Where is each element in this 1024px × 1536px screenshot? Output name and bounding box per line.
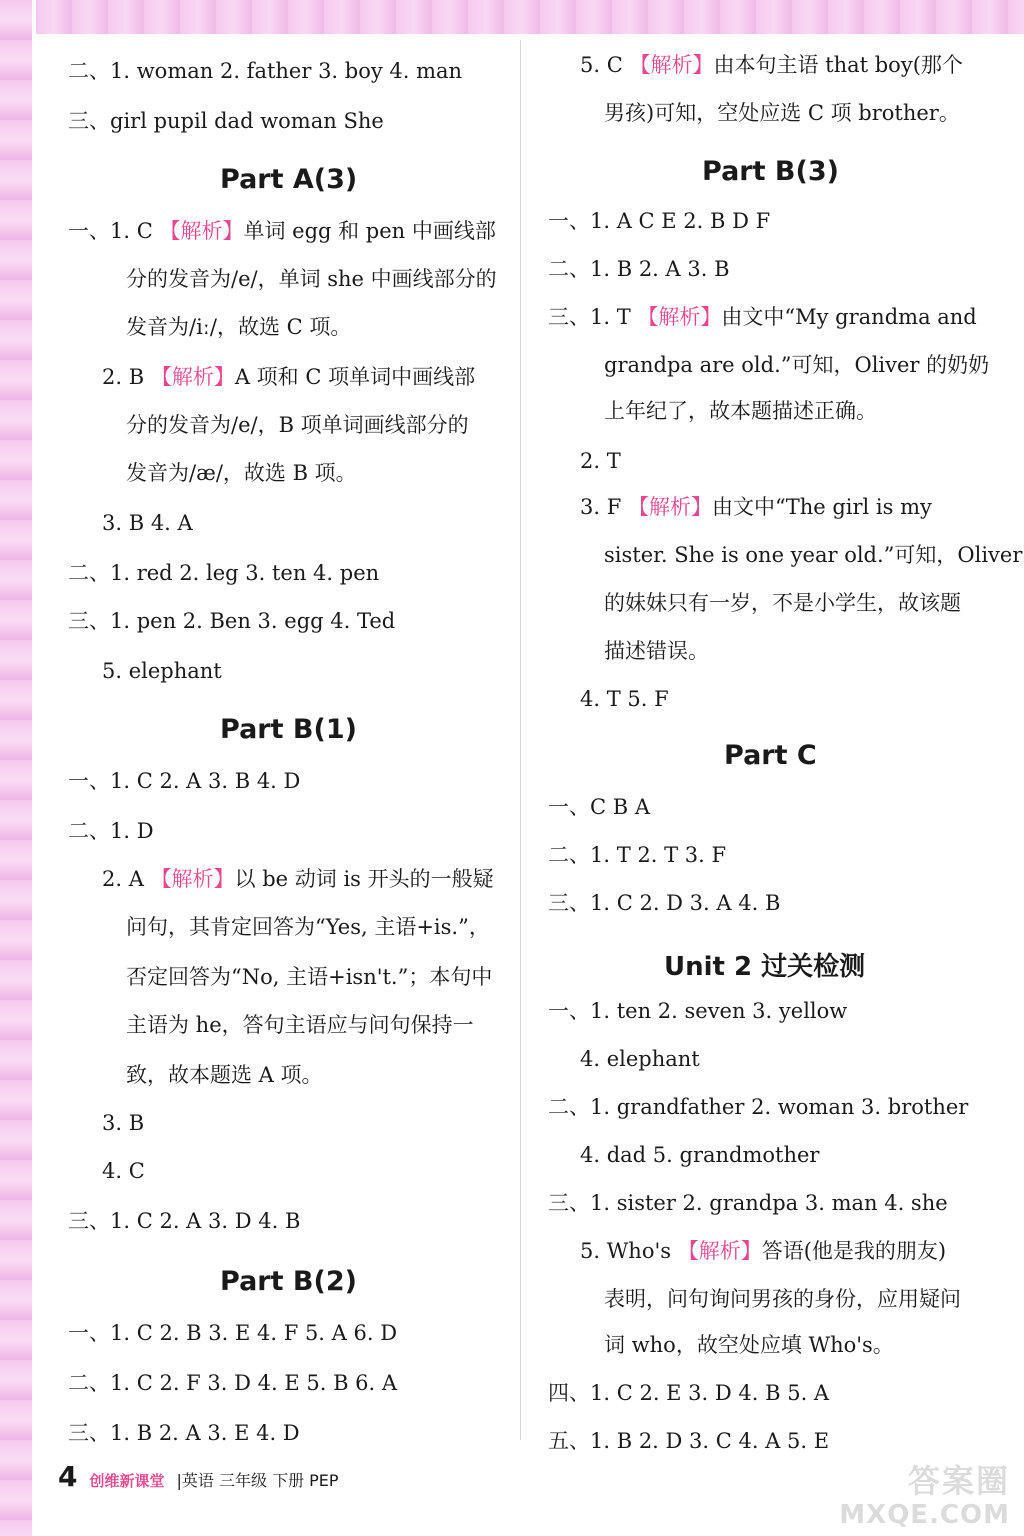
answer-line: 一、1. C 2. B 3. E 4. F 5. A 6. D	[68, 1321, 398, 1345]
answer-number: 5. Who's	[580, 1239, 678, 1263]
answer-line: 三、girl pupil dad woman She	[68, 109, 384, 133]
section-heading-unit2-test: Unit 2 过关检测	[664, 952, 866, 982]
answer-line: 5. elephant	[102, 659, 222, 683]
answer-number: 一、1. C	[68, 219, 160, 243]
analysis-text: 主语为 he，答句主语应与问句保持一	[126, 1013, 474, 1037]
answer-line: 2. T	[580, 449, 621, 473]
analysis-text: 描述错误。	[604, 639, 709, 663]
answer-line	[68, 216, 496, 246]
answer-line: 一、1. A C E 2. B D F	[548, 209, 771, 233]
answer-line: 四、1. C 2. E 3. D 4. B 5. A	[548, 1381, 830, 1405]
analysis-text: 分的发音为/e/，单词 she 中画线部分的	[126, 267, 497, 291]
answer-line: 二、1. woman 2. father 3. boy 4. man	[68, 59, 463, 83]
analysis-text: 单词 egg 和 pen 中画线部	[243, 219, 496, 243]
analysis-text: grandpa are old.”可知，Oliver 的奶奶	[604, 353, 990, 377]
answer-line: 4. C	[102, 1159, 145, 1183]
analysis-tag: 【解析】	[627, 495, 712, 519]
answer-line: 3. B	[102, 1111, 145, 1135]
left-column	[60, 0, 510, 1480]
answer-line	[580, 492, 932, 522]
analysis-tag: 【解析】	[629, 53, 714, 77]
watermark-logo	[818, 1456, 1018, 1530]
answer-line: 三、1. pen 2. Ben 3. egg 4. Ted	[68, 609, 396, 633]
watermark-url: MXQE.COM	[839, 1500, 1010, 1530]
analysis-text: 问句，其肯定回答为“Yes, 主语+is.”，	[126, 915, 490, 939]
answer-line: 二、1. grandfather 2. woman 3. brother	[548, 1095, 969, 1119]
book-info: |英语 三年级 下册 PEP	[176, 1471, 339, 1490]
answer-line: 一、C B A	[548, 795, 651, 819]
answer-line: 二、1. T 2. T 3. F	[548, 843, 727, 867]
analysis-text: 表明，问句询问男孩的身份，应用疑问	[604, 1287, 961, 1311]
analysis-tag: 【解析】	[150, 365, 235, 389]
analysis-text: 词 who，故空处应填 Who's。	[604, 1333, 894, 1357]
answer-line: 一、1. ten 2. seven 3. yellow	[548, 999, 848, 1023]
answer-line	[102, 864, 494, 894]
analysis-text: 分的发音为/e/，B 项单词画线部分的	[126, 413, 469, 437]
answer-line: 3. B 4. A	[102, 511, 193, 535]
analysis-text: 男孩)可知，空处应选 C 项 brother。	[604, 101, 960, 125]
analysis-text: 发音为/iː/，故选 C 项。	[126, 315, 352, 339]
analysis-text: 由文中“My grandma and	[721, 305, 977, 329]
section-heading-part-c: Part C	[724, 740, 817, 771]
answer-line: 二、1. C 2. F 3. D 4. E 5. B 6. A	[68, 1371, 398, 1395]
analysis-text: 答语(他是我的朋友)	[761, 1239, 947, 1263]
watermark-text: 答案圈	[907, 1462, 1010, 1500]
section-heading-part-b3: Part B(3)	[702, 156, 839, 187]
analysis-text: 以 be 动词 is 开头的一般疑	[234, 867, 494, 891]
analysis-text: A 项和 C 项单词中画线部	[234, 365, 476, 389]
answer-line: 二、1. D	[68, 819, 154, 843]
page-number: 4	[58, 1460, 78, 1493]
answer-line: 二、1. B 2. A 3. B	[548, 257, 730, 281]
answer-line: 五、1. B 2. D 3. C 4. A 5. E	[548, 1429, 830, 1453]
section-heading-part-b2: Part B(2)	[220, 1266, 357, 1297]
analysis-text: 发音为/æ/，故选 B 项。	[126, 461, 357, 485]
answer-line: 二、1. red 2. leg 3. ten 4. pen	[68, 561, 380, 585]
analysis-tag: 【解析】	[159, 219, 244, 243]
answer-line: 一、1. C 2. A 3. B 4. D	[68, 769, 301, 793]
answer-line: 三、1. B 2. A 3. E 4. D	[68, 1421, 300, 1445]
answer-number: 5. C	[580, 53, 630, 77]
answer-number: 2. B	[102, 365, 151, 389]
analysis-text: 由文中“The girl is my	[711, 495, 932, 519]
section-heading-part-b1: Part B(1)	[220, 714, 357, 745]
analysis-tag: 【解析】	[677, 1239, 762, 1263]
analysis-text: sister. She is one year old.”可知，Oliver	[604, 543, 1023, 567]
decorative-left-border	[0, 0, 36, 1536]
answer-number: 3. F	[580, 495, 628, 519]
answer-line: 三、1. sister 2. grandpa 3. man 4. she	[548, 1191, 948, 1215]
analysis-text: 由本句主语 that boy(那个	[713, 53, 963, 77]
analysis-tag: 【解析】	[637, 305, 722, 329]
page-footer	[58, 1460, 339, 1493]
analysis-text: 上年纪了，故本题描述正确。	[604, 399, 877, 423]
answer-line: 4. elephant	[580, 1047, 700, 1071]
analysis-text: 否定回答为“No, 主语+isn't.”；本句中	[126, 965, 493, 989]
answer-line	[102, 362, 475, 392]
column-divider	[520, 40, 521, 1440]
answer-number: 2. A	[102, 867, 151, 891]
analysis-text: 致，故本题选 A 项。	[126, 1063, 323, 1087]
answer-line: 4. T 5. F	[580, 687, 669, 711]
right-column	[540, 0, 1023, 1480]
answer-number: 三、1. T	[548, 305, 638, 329]
answer-line: 4. dad 5. grandmother	[580, 1143, 820, 1167]
answer-line: 三、1. C 2. A 3. D 4. B	[68, 1209, 301, 1233]
answer-line	[548, 302, 977, 332]
series-name: 创维新课堂	[89, 1472, 165, 1490]
answer-line	[580, 50, 963, 80]
analysis-tag: 【解析】	[150, 867, 235, 891]
section-heading-part-a3: Part A(3)	[220, 164, 358, 195]
answer-line: 三、1. C 2. D 3. A 4. B	[548, 891, 781, 915]
analysis-text: 的妹妹只有一岁，不是小学生，故该题	[604, 591, 961, 615]
answer-line	[580, 1236, 946, 1266]
